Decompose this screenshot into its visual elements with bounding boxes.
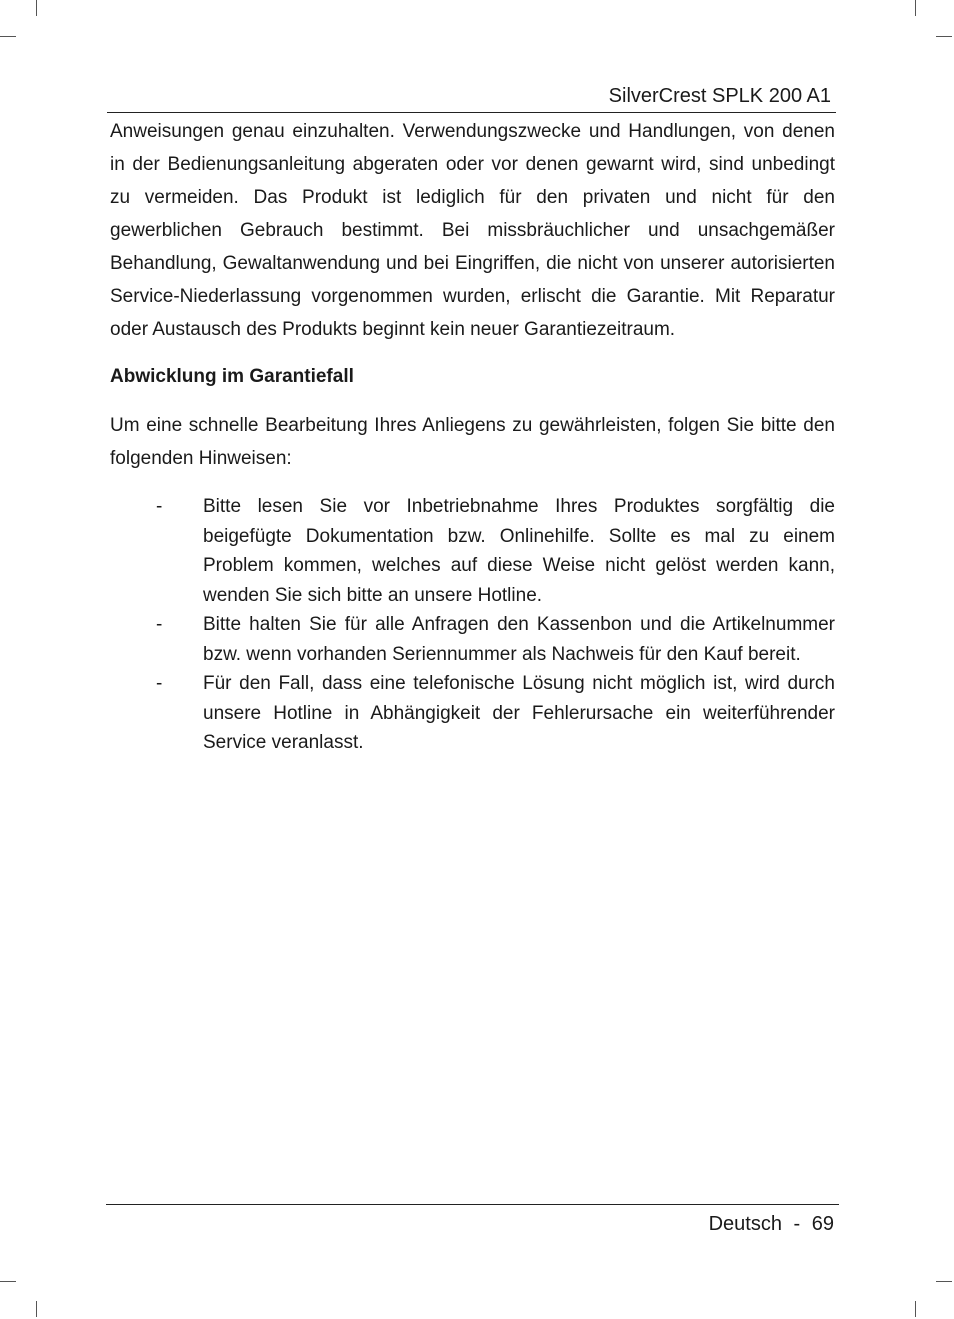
crop-mark-bottom-right-h bbox=[936, 1281, 952, 1282]
list-item-text: Bitte lesen Sie vor Inbetriebnahme Ihres Produktes sorgfältig die beigefügte Dokumentation bzw. Onlinehilfe. Sollte es mal zu einem Problem kommen, welches auf diese Weise nicht gelöst werden kann, wenden Sie sich bitte an unsere Hotline. bbox=[203, 496, 835, 606]
list-dash: - bbox=[156, 673, 163, 694]
warranty-paragraph: Anweisungen genau einzuhalten. Verwendungszwecke und Handlungen, von denen in der Bedienungsanleitung abgeraten oder vor denen gewarnt wird, sind unbedingt zu vermeiden. Das Produkt ist lediglich für den privaten und nicht für den gewerblichen Gebrauch bestimmt. Bei missbräuchlicher und unsachgemäßer Behandlung, Gewaltanwendung und bei Eingriffen, die nicht von unserer autorisierten Service-Niederlassung vorgenommen wurden, erlischt die Garantie. Mit Reparatur oder Austausch des Produkts beginnt kein neuer Garantiezeitraum. bbox=[110, 121, 835, 340]
footer-separator: - bbox=[793, 1213, 801, 1235]
list-item bbox=[110, 610, 835, 669]
list-item bbox=[110, 669, 835, 758]
footer-language: Deutsch bbox=[708, 1213, 782, 1235]
list-dash: - bbox=[156, 496, 163, 517]
page-number: 69 bbox=[811, 1213, 834, 1235]
page-footer bbox=[709, 1211, 834, 1237]
crop-mark-top-right-h bbox=[936, 36, 952, 37]
crop-mark-bottom-right bbox=[915, 1301, 916, 1317]
list-dash: - bbox=[156, 614, 163, 635]
crop-mark-top-right bbox=[915, 0, 916, 16]
running-header: SilverCrest SPLK 200 A1 bbox=[608, 85, 831, 107]
crop-mark-top-left-h bbox=[0, 36, 16, 37]
section-heading: Abwicklung im Garantiefall bbox=[110, 366, 354, 387]
crop-mark-bottom-left-h bbox=[0, 1281, 16, 1282]
crop-mark-bottom-left bbox=[36, 1301, 37, 1317]
header-rule bbox=[107, 112, 836, 113]
list-item-text: Für den Fall, dass eine telefonische Lösung nicht möglich ist, wird durch unsere Hotline in Abhängigkeit der Fehlerursache ein weiterführender Service veranlasst. bbox=[203, 673, 835, 753]
instruction-list bbox=[110, 492, 835, 758]
section-intro: Um eine schnelle Bearbeitung Ihres Anliegens zu gewährleisten, folgen Sie bitte den folgenden Hinweisen: bbox=[110, 415, 835, 469]
footer-rule bbox=[106, 1204, 839, 1205]
list-item-text: Bitte halten Sie für alle Anfragen den Kassenbon und die Artikelnummer bzw. wenn vorhanden Seriennummer als Nachweis für den Kauf bereit. bbox=[203, 614, 835, 665]
list-item bbox=[110, 492, 835, 610]
page-body bbox=[110, 115, 835, 758]
crop-mark-top-left bbox=[36, 0, 37, 16]
